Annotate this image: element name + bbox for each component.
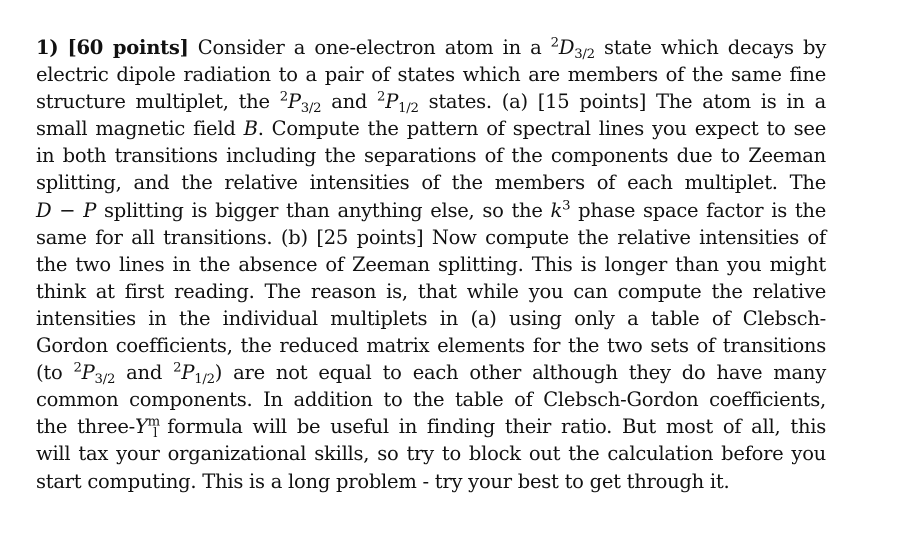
problem-text bbox=[36, 34, 826, 495]
text-line: splitting, and the relative intensities of the members of each multiplet. The bbox=[36, 171, 826, 195]
text-line: start computing. This is a long problem - try your best to get through it. bbox=[36, 469, 730, 493]
text-line: in both transitions including the separations of the components due to Zeeman bbox=[36, 144, 826, 168]
text-line: common components. In addition to the table of Clebsch-Gordon coefficients, bbox=[36, 388, 826, 412]
text-line: intensities in the individual multiplets in (a) using only a table of Clebsch- bbox=[36, 306, 826, 330]
text-line: D − P splitting is bigger than anything else, so the $k^3$ phase space factor is the bbox=[36, 198, 826, 222]
text-line: (to $^2P_{3/2}$ and $^2P_{1/2}$) are not equal to each other although they do have many bbox=[36, 360, 827, 388]
text-line: Gordon coefficients, the reduced matrix elements for the two sets of transitions bbox=[36, 334, 826, 358]
text-line: the three-$Y^m_l$ formula will be useful in finding their ratio. But most of all, this bbox=[36, 415, 826, 442]
text-line: think at first reading. The reason is, that while you can compute the relative bbox=[36, 279, 826, 303]
text-line: structure multiplet, the $^2P_{3/2}$ and $^2P_{1/2}$ states. (a) [15 points] The atom is in a bbox=[36, 89, 826, 117]
problem-number: 1) bbox=[36, 36, 59, 59]
text-line: the two lines in the absence of Zeeman splitting. This is longer than you might bbox=[36, 252, 826, 276]
text-line: electric dipole radiation to a pair of states which are members of the same fine bbox=[36, 63, 826, 87]
text-line: same for all transitions. (b) [25 points] Now compute the relative intensities of bbox=[36, 225, 826, 249]
text-line: small magnetic field B. Compute the pattern of spectral lines you expect to see bbox=[36, 117, 826, 141]
text-line: will tax your organizational skills, so try to block out the calculation before you bbox=[36, 442, 826, 466]
problem-points: [60 points] bbox=[67, 36, 189, 59]
text-line: 1) [60 points] Consider a one-electron atom in a $^2D_{3/2}$ state which decays by bbox=[36, 35, 827, 62]
